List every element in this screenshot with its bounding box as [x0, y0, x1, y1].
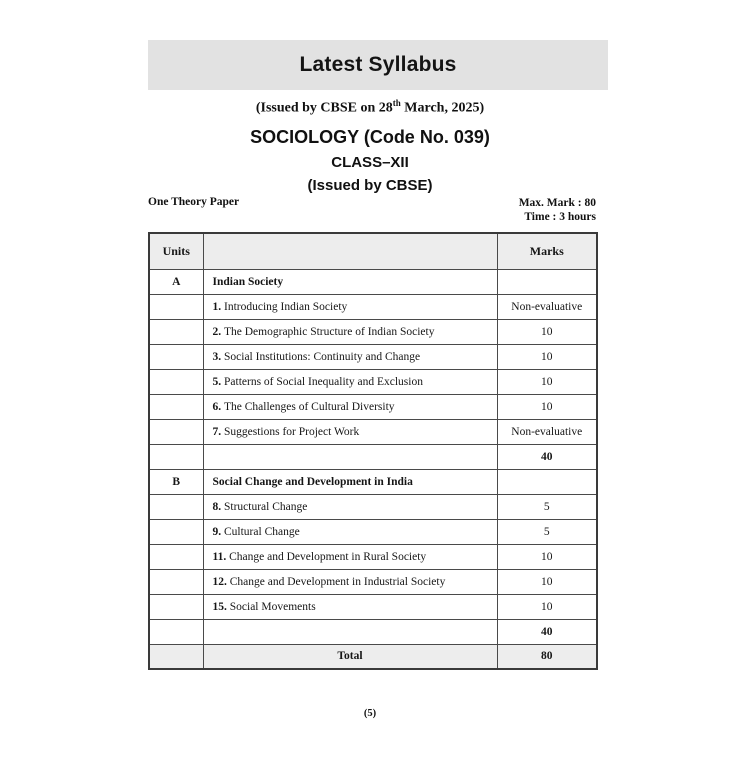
- topic-number: 1.: [212, 300, 224, 313]
- topic-cell: [203, 469, 497, 494]
- unit-cell: [149, 569, 203, 594]
- meta-row: [148, 196, 596, 224]
- topic-label: Patterns of Social Inequality and Exclusion: [224, 375, 423, 388]
- topic-label: The Challenges of Cultural Diversity: [224, 400, 395, 413]
- table-row: [149, 319, 597, 344]
- marks-cell: 40: [497, 619, 597, 644]
- topic-number: 2.: [212, 325, 224, 338]
- topic-label: Structural Change: [224, 500, 308, 513]
- topic-label: The Demographic Structure of Indian Society: [224, 325, 435, 338]
- time-label: Time : 3 hours: [524, 211, 596, 223]
- unit-cell: A: [149, 269, 203, 294]
- topic-number: 11.: [212, 550, 230, 563]
- table-row: [149, 619, 597, 644]
- unit-cell: [149, 594, 203, 619]
- marks-cell: 10: [497, 394, 597, 419]
- marks-cell: Non-evaluative: [497, 419, 597, 444]
- unit-cell: [149, 444, 203, 469]
- unit-cell: [149, 494, 203, 519]
- unit-cell: B: [149, 469, 203, 494]
- subject-title: SOCIOLOGY (Code No. 039): [250, 127, 490, 147]
- marks-cell: 10: [497, 369, 597, 394]
- topic-number: 6.: [212, 400, 224, 413]
- topic-label: Social Institutions: Continuity and Change: [224, 350, 421, 363]
- class-title: CLASS–XII: [331, 154, 409, 171]
- table-row: [149, 644, 597, 669]
- topic-cell: [203, 569, 497, 594]
- topic-cell: [203, 319, 497, 344]
- unit-cell: [149, 519, 203, 544]
- units-column-header: Units: [149, 233, 203, 269]
- table-row: [149, 369, 597, 394]
- marks-cell: 10: [497, 594, 597, 619]
- table-row: [149, 269, 597, 294]
- banner-title: Latest Syllabus: [299, 53, 457, 76]
- topic-label: Social Change and Development in India: [212, 475, 413, 488]
- unit-cell: [149, 619, 203, 644]
- topic-label: Total: [337, 650, 363, 663]
- issued-by-title: (Issued by CBSE): [307, 177, 433, 194]
- topic-number: 5.: [212, 375, 224, 388]
- marks-cell: 5: [497, 519, 597, 544]
- topic-cell: [203, 619, 497, 644]
- topic-label: Indian Society: [212, 275, 284, 288]
- unit-cell: [149, 544, 203, 569]
- unit-cell: [149, 644, 203, 669]
- topic-label: Change and Development in Rural Society: [229, 550, 427, 563]
- syllabus-table: [148, 232, 598, 670]
- marks-cell: [497, 469, 597, 494]
- marks-time-block: [519, 196, 596, 224]
- topic-cell: [203, 269, 497, 294]
- topic-label: Social Movements: [229, 600, 316, 613]
- topic-label: Suggestions for Project Work: [224, 425, 360, 438]
- marks-cell: [497, 269, 597, 294]
- topic-cell: [203, 594, 497, 619]
- topic-label: Introducing Indian Society: [224, 300, 348, 313]
- page-number: (5): [363, 708, 377, 719]
- marks-cell: 10: [497, 544, 597, 569]
- topic-cell: [203, 344, 497, 369]
- topic-cell: [203, 494, 497, 519]
- table-header-row: [149, 233, 597, 269]
- unit-cell: [149, 419, 203, 444]
- table-row: [149, 494, 597, 519]
- topic-cell: [203, 294, 497, 319]
- marks-cell: 10: [497, 344, 597, 369]
- issued-date-pre: (Issued by CBSE on 28: [255, 100, 393, 116]
- marks-cell: 10: [497, 569, 597, 594]
- topic-label: Cultural Change: [224, 525, 300, 538]
- topic-number: 7.: [212, 425, 224, 438]
- topic-cell: [203, 444, 497, 469]
- table-row: [149, 294, 597, 319]
- topic-cell: [203, 644, 497, 669]
- topic-number: 3.: [212, 350, 224, 363]
- topic-cell: [203, 369, 497, 394]
- marks-cell: 10: [497, 319, 597, 344]
- topic-cell: [203, 394, 497, 419]
- topic-number: 8.: [212, 500, 224, 513]
- topic-number: 9.: [212, 525, 224, 538]
- topic-cell: [203, 419, 497, 444]
- issued-date-line: [0, 98, 740, 117]
- issued-date-ordinal: th: [392, 98, 401, 108]
- topic-cell: [203, 544, 497, 569]
- unit-cell: [149, 394, 203, 419]
- unit-cell: [149, 369, 203, 394]
- table-row: [149, 594, 597, 619]
- marks-cell: 5: [497, 494, 597, 519]
- topic-number: 12.: [212, 575, 230, 588]
- table-row: [149, 519, 597, 544]
- marks-cell: 40: [497, 444, 597, 469]
- table-row: [149, 394, 597, 419]
- issued-date-post: March, 2025): [400, 100, 485, 116]
- marks-cell: 80: [497, 644, 597, 669]
- table-row: [149, 344, 597, 369]
- table-row: [149, 469, 597, 494]
- marks-column-header: Marks: [497, 233, 597, 269]
- max-mark-label: Max. Mark : 80: [518, 197, 596, 209]
- topic-cell: [203, 519, 497, 544]
- banner: [148, 40, 608, 90]
- topic-column-header: [203, 233, 497, 269]
- table-row: [149, 444, 597, 469]
- unit-cell: [149, 344, 203, 369]
- table-row: [149, 569, 597, 594]
- marks-cell: Non-evaluative: [497, 294, 597, 319]
- topic-label: Change and Development in Industrial Society: [229, 575, 446, 588]
- table-row: [149, 419, 597, 444]
- topic-number: 15.: [212, 600, 230, 613]
- unit-cell: [149, 319, 203, 344]
- paper-type-label: One Theory Paper: [148, 196, 240, 208]
- unit-cell: [149, 294, 203, 319]
- table-row: [149, 544, 597, 569]
